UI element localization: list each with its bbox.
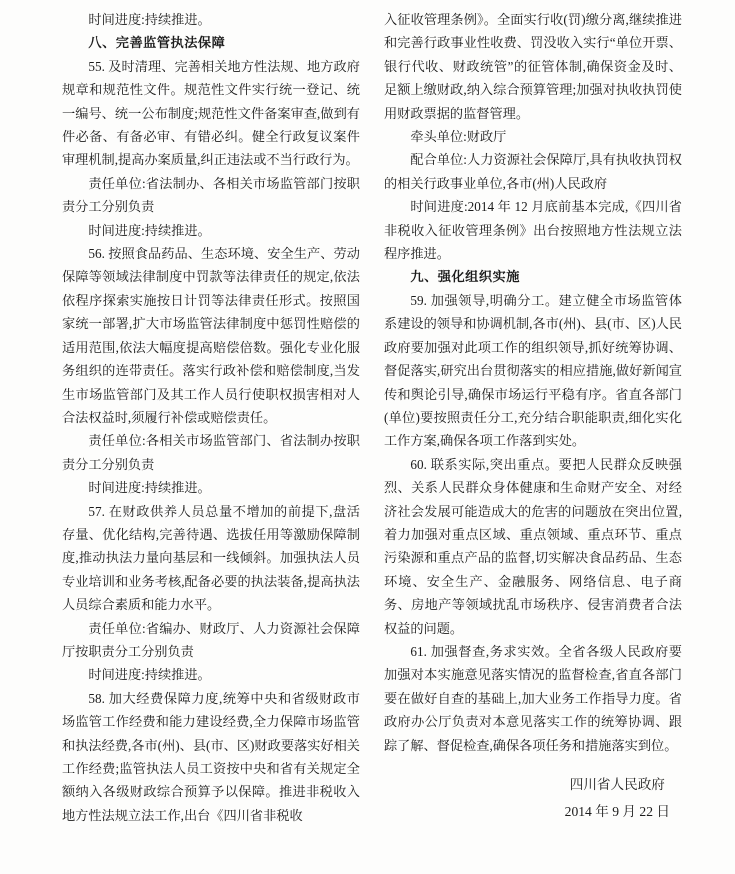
section-heading: 八、完善监管执法保障 xyxy=(88,35,226,51)
paragraph: 59. 加强领导,明确分工。建立健全市场监管体系建设的领导和协调机制,各市(州)、县(市、区)人民政府要加强对此项工作的组织领导,抓好统筹协调、督促落实,研究出台贯彻落实的相应措施,做好新闻宣传和舆论引导,确保市场运行平稳有序。省直各部门(单位)要按照责任分工,充分结合职能职责,细化实化工作方案,确保各项工作落到实处。 xyxy=(384,292,682,449)
signature-block xyxy=(565,771,670,825)
paragraph: 56. 按照食品药品、生态环境、安全生产、劳动保障等领域法律制度中罚款等法律责任的规定,依法依程序探索实施按日计罚等法律责任形式。按照国家统一部署,扩大市场监管法律制度中惩罚性赔偿的适用范围,依法大幅度提高赔偿倍数。强化专业化服务组织的连带责任。落实行政补偿和赔偿制度,当发生市场监管部门及其工作人员行使职权损害相对人合法权益时,须履行补偿或赔偿责任。 xyxy=(62,246,360,425)
paragraph: 入征收管理条例》。全面实行收(罚)缴分离,继续推进和完善行政事业性收费、罚没收入实行“单位开票、银行代收、财政统管”的征管体制,确保资金及时、足额上缴财政,纳入综合预算管理;加强对执收执罚使用财政票据的监督管理。 xyxy=(384,12,682,121)
paragraph: 配合单位:人力资源社会保障厅,具有执收执罚权的相关行政事业单位,各市(州)人民政府 xyxy=(384,152,682,191)
paragraph: 57. 在财政供养人员总量不增加的前提下,盘活存量、优化结构,完善待遇、选拔任用等激励保障制度,推动执法力量向基层和一线倾斜。加强执法人员专业培训和业务考核,配备必要的执法装备,提高执法人员综合素质和能力水平。 xyxy=(62,503,360,613)
signature-date: 2014 年 9 月 22 日 xyxy=(564,804,670,819)
paragraph: 58. 加大经费保障力度,统筹中央和省级财政市场监管工作经费和能力建设经费,全力保障市场监管和执法经费,各市(州)、县(市、区)财政要落实好相关工作经费;监管执法人员工资按中央和省有关规定全额纳入各级财政综合预算予以保障。推进非税收入地方性法规立法工作,出台《四川省非税收 xyxy=(62,690,360,823)
right-column-paragraphs xyxy=(384,8,682,757)
signature-name: 四川省人民政府 xyxy=(569,777,665,792)
paragraph: 61. 加强督查,务求实效。全省各级人民政府要加强对本实施意见落实情况的监督检查,省直各部门要在做好自查的基础上,加大业务工作指导力度。省政府办公厅负责对本意见落实工作的统筹协调、跟踪了解、督促检查,确保各项任务和措施落实到位。 xyxy=(384,643,682,753)
paragraph: 时间进度:2014 年 12 月底前基本完成,《四川省非税收入征收管理条例》出台按照地方性法规立法程序推进。 xyxy=(384,199,682,262)
paragraph: 责任单位:各相关市场监管部门、省法制办按职责分工分别负责 xyxy=(62,433,360,472)
paragraph: 牵头单位:财政厅 xyxy=(410,129,507,145)
paragraph: 时间进度:持续推进。 xyxy=(88,480,211,496)
left-column xyxy=(62,8,360,874)
paragraph: 责任单位:省法制办、各相关市场监管部门按职责分工分别负责 xyxy=(62,175,360,215)
paragraph: 55. 及时清理、完善相关地方性法规、地方政府规章和规范性文件。规范性文件实行统一登记、统一编号、统一公布制度;规范性文件备案审查,做到有件必备、有备必审、有错必纠。健全行政复议案件审理机制,提高办案质量,纠正违法或不当行政行为。 xyxy=(62,58,360,168)
paragraph: 时间进度:持续推进。 xyxy=(88,667,211,683)
right-column xyxy=(384,8,682,874)
paragraph: 时间进度:持续推进。 xyxy=(88,12,211,27)
paragraph: 责任单位:省编办、财政厅、人力资源社会保障厅按职责分工分别负责 xyxy=(62,620,360,659)
section-heading: 九、强化组织实施 xyxy=(410,269,520,285)
paragraph: 时间进度:持续推进。 xyxy=(88,222,211,238)
paragraph: 60. 联系实际,突出重点。要把人民群众反映强烈、关系人民群众身体健康和生命财产安全、对经济社会发展可能造成大的危害的问题放在突出位置,着力加强对重点区域、重点领域、重点环节、重点污染源和重点产品的监督,切实解决食品药品、生态环境、安全生产、金融服务、网络信息、电子商务、房地产等领域扰乱市场秩序、侵害消费者合法权益的问题。 xyxy=(384,456,682,636)
